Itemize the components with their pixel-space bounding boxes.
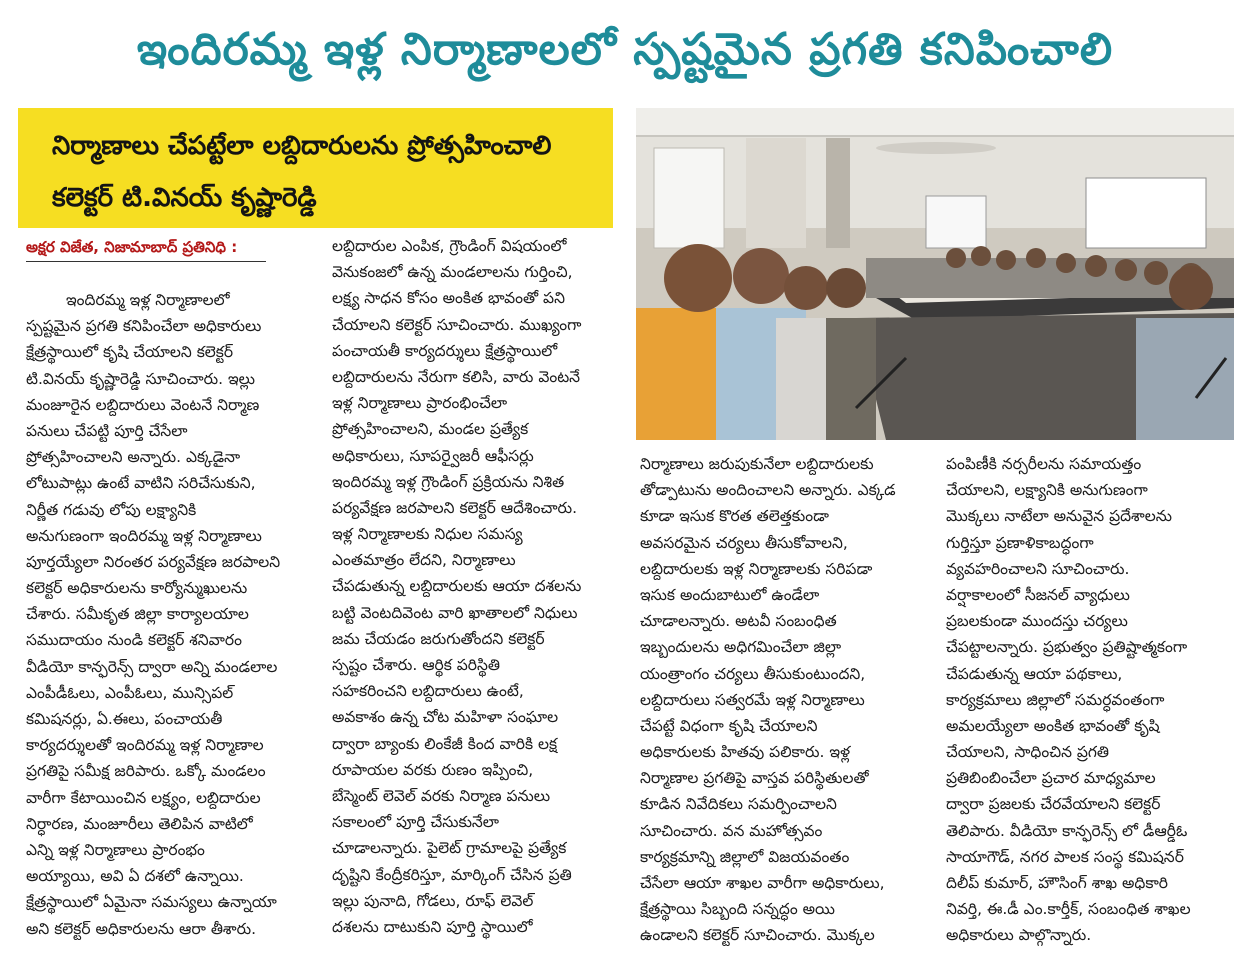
article-line: కార్యక్రమాన్ని జిల్లాలో విజయవంతం [640, 847, 850, 866]
article-line: ఇళ్ల నిర్మాణాలు ప్రారంభించేలా [332, 394, 508, 413]
article-line: చేపడుతున్న లబ్దిదారులకు ఆయా దశలను [332, 577, 582, 596]
article-line: ఎంపీడీఓలు, ఎంపీఓలు, మున్సిపల్ [26, 683, 234, 702]
article-line: అనుగుణంగా ఇందిరమ్మ ఇళ్ల నిర్మాణాలు [26, 526, 262, 545]
article-line: ప్రతిబింబించేలా ప్రచార మాధ్యమాల [946, 769, 1156, 788]
article-line: చేపట్టే విధంగా కృషి చేయాలని [640, 716, 818, 735]
article-column-2 [332, 233, 617, 940]
article-line: సూచించారు. వన మహోత్సవం [640, 821, 823, 840]
subheadline-box [18, 108, 613, 228]
article-line: పంచాయతీ కార్యదర్శులు క్షేత్రస్థాయిలో [332, 341, 558, 360]
article-line: ఎన్ని ఇళ్ల నిర్మాణాలు ప్రారంభం [26, 840, 205, 859]
article-line: వెనుకంజలో ఉన్న మండలాలను గుర్తించి, [332, 263, 573, 282]
article-line: ప్రబలకుండా ముందస్తు చర్యలు [946, 612, 1128, 631]
article-line: నివర్తి, ఈ.డీ ఎం.కార్తీక్, సంబంధిత శాఖల [946, 900, 1191, 919]
article-line: నిర్ధారణ, మంజూరీలు తెలిపిన వాటిలో [26, 814, 253, 833]
article-line: కమిషనర్లు, ఏ.ఈలు, పంచాయతీ [26, 710, 223, 728]
article-line: వారీగా కేటాయించిన లక్ష్యం, లబ్దిదారుల [26, 788, 261, 807]
article-line: పంపిణీకి నర్సరీలను సమాయత్తం [946, 455, 1142, 473]
article-line: చేయాలని, లక్ష్యానికి అనుగుణంగా [946, 481, 1148, 500]
article-line: లబ్దిదారుల ఎంపిక, గ్రౌండింగ్ విషయంలో [332, 237, 567, 255]
article-line: ఉండాలని కలెక్టర్ సూచించారు. మొక్కల [640, 926, 875, 945]
article-line: అధికారులు పాల్గొన్నారు. [946, 926, 1092, 945]
article-line: కార్యదర్శులతో ఇందిరమ్మ ఇళ్ల నిర్మాణాల [26, 736, 264, 755]
article-line: పర్యవేక్షణ జరపాలని కలెక్టర్ ఆదేశించారు. [332, 498, 578, 517]
article-line: సకాలంలో పూర్తి చేసుకునేలా [332, 813, 500, 832]
article-column-3 [640, 451, 918, 949]
article-line: దిలీప్ కుమార్, హౌసింగ్ శాఖ అధికారి [946, 874, 1168, 892]
article-line: దృష్టిని కేంద్రీకరిస్తూ, మార్కింగ్ చేసిన ప్రతి [332, 865, 572, 884]
article-line: ప్రోత్సహించాలని, మండల ప్రత్యేక [332, 420, 529, 439]
article-line: యంత్రాంగం చర్యలు తీసుకుంటుందని, [640, 664, 866, 683]
article-line: అవసరమైన చర్యలు తీసుకోవాలని, [640, 533, 848, 552]
article-line: రూపాయల వరకు రుణం ఇప్పించి, [332, 760, 534, 779]
article-line: మంజూరైన లబ్దిదారులు వెంటనే నిర్మాణ [26, 395, 260, 414]
article-line: తోడ్పాటును అందించాలని అన్నారు. ఎక్కడ [640, 481, 896, 500]
article-line: బేస్మెంట్ లెవెల్ వరకు నిర్మాణ పనులు [332, 786, 551, 805]
article-line: కూడిన నివేదికలు సమర్పించాలని [640, 795, 837, 814]
article-line: నిర్మాణాలు జరుపుకునేలా లబ్దిదారులకు [640, 455, 874, 473]
article-line: చూడాలన్నారు. పైలెట్ గ్రామాలపై ప్రత్యేక [332, 839, 567, 858]
article-line: అధికారులు, సూపర్వైజరీ ఆఫీసర్లు [332, 446, 534, 465]
article-line: బట్టి వెంటదివెంట వారి ఖాతాలలో నిధులు [332, 603, 578, 622]
subheadline-line-2: కలెక్టర్ టి.వినయ్ కృష్ణారెడ్డి [52, 183, 317, 213]
meeting-photo [636, 108, 1234, 440]
article-line: మొక్కలు నాటేలా అనువైన ప్రదేశాలను [946, 507, 1172, 526]
article-line: అయ్యాయి, అవి ఏ దశలో ఉన్నాయి. [26, 867, 244, 886]
article-line: చేసేలా ఆయా శాఖల వారీగా అధికారులు, [640, 874, 885, 892]
article-line: ప్రోత్సహించాలని అన్నారు. ఎక్కడైనా [26, 448, 241, 467]
article-line: అధికారులకు హితవు పలికారు. ఇళ్ల [640, 743, 851, 762]
article-line: చేపట్టాలన్నారు. ప్రభుత్వం ప్రతిష్టాత్మకంగా [946, 638, 1188, 657]
article-line: లబ్దిదారులకు ఇళ్ల నిర్మాణాలకు సరిపడా [640, 559, 873, 578]
article-line: నిర్ణీత గడువు లోపు లక్ష్యానికి [26, 500, 197, 519]
article-line: వీడియో కాన్ఫరెన్స్ ద్వారా అన్ని మండలాల [26, 657, 278, 676]
article-line: అని కలెక్టర్ అధికారులను ఆరా తీశారు. [26, 919, 257, 938]
article-line: ఎంతమాత్రం లేదని, నిర్మాణాలు [332, 551, 516, 570]
article-line: ద్వారా బ్యాంకు లింకేజీ కింద వారికి లక్ష [332, 734, 558, 753]
article-line: ద్వారా ప్రజలకు చేరవేయాలని కలెక్టర్ [946, 795, 1161, 814]
article-line: సాయాగౌడ్, నగర పాలక సంస్థ కమిషనర్ [946, 847, 1184, 866]
article-line: లబ్దిదారులు సత్వరమే ఇళ్ల నిర్మాణాలు [640, 690, 865, 709]
article-line: స్పష్టం చేశారు. ఆర్థిక పరిస్థితి [332, 656, 500, 674]
article-line: కలెక్టర్ అధికారులను కార్యోన్ముఖులను [26, 579, 248, 598]
article-line: జమ చేయడం జరుగుతోందని కలెక్టర్ [332, 629, 545, 648]
article-line: గుర్తిస్తూ ప్రణాళికాబద్ధంగా [946, 533, 1094, 552]
article-line: అవకాశం ఉన్న చోట మహిళా సంఘాల [332, 708, 559, 727]
article-line: నిర్మాణాల ప్రగతిపై వాస్తవ పరిస్థితులతో [640, 769, 869, 788]
article-line: ప్రగతిపై సమీక్ష జరిపారు. ఒక్కో మండలం [26, 762, 266, 781]
article-line: ఇసుక అందుబాటులో ఉండేలా [640, 585, 820, 604]
headline: ఇందిరమ్మ ఇళ్ల నిర్మాణాలలో స్పష్టమైన ప్రగతి కనిపించాలి [136, 24, 1114, 75]
article-line: వర్షాకాలంలో సీజనల్ వ్యాధులు [946, 585, 1130, 604]
article-line: లక్ష్య సాధన కోసం అంకిత భావంతో పని [332, 289, 565, 308]
article-line: చేయాలని కలెక్టర్ సూచించారు. ముఖ్యంగా [332, 315, 582, 334]
article-line: దశలను దాటుకుని పూర్తి స్థాయిలో [332, 917, 533, 936]
article-line: స్పష్టమైన ప్రగతి కనిపించేలా అధికారులు [26, 317, 262, 336]
article-line: ఇళ్ల నిర్మాణాలకు నిధుల సమస్య [332, 525, 523, 544]
article-line: లబ్దిదారులను నేరుగా కలిసి, వారు వెంటనే [332, 367, 581, 386]
article-line: చేపడుతున్న ఆయా పథకాలు, [946, 664, 1123, 683]
article-line: కార్యక్రమాలు జిల్లాలో సమర్ధవంతంగా [946, 690, 1165, 709]
article-line: అమలయ్యేలా అంకిత భావంతో కృషి [946, 716, 1160, 735]
article-line: ఇల్లు పునాది, గోడలు, రూఫ్ లెవెల్ [332, 891, 534, 910]
article-column-4 [946, 451, 1234, 949]
meeting-photo-illustration [636, 108, 1234, 440]
article-line: సముదాయం నుండి కలెక్టర్ శనివారం [26, 631, 242, 650]
byline: అక్షర విజేత, నిజామాబాద్ ప్రతినిధి : [26, 238, 238, 256]
subheadline-line-1: నిర్మాణాలు చేపట్టేలా లబ్దిదారులను ప్రోత్సహించాలి [52, 131, 552, 161]
article-line: సహకరించని లబ్దిదారులు ఉంటే, [332, 682, 524, 701]
article-line: కూడా ఇసుక కొరత తలెత్తకుండా [640, 507, 829, 526]
article-line: టి.వినయ్ కృష్ణారెడ్డి సూచించారు. ఇల్లు [26, 369, 256, 388]
article-line: పనులు చేపట్టి పూర్తి చేసేలా [26, 421, 188, 440]
article-line: చేయాలని, సాధించిన ప్రగతి [946, 743, 1110, 762]
article-line: క్షేత్రస్థాయిలో కృషి చేయాలని కలెక్టర్ [26, 343, 234, 362]
article-line: చూడాలన్నారు. అటవీ సంబంధిత [640, 612, 837, 631]
article-line: క్షేత్రస్థాయిలో ఏమైనా సమస్యలు ఉన్నాయా [26, 893, 277, 912]
article-column-1 [26, 287, 308, 942]
article-line: తెలిపారు. వీడియో కాన్ఫరెన్స్ లో డీఆర్డీఓ [946, 821, 1188, 840]
article-line: చేశారు. సమీకృత జిల్లా కార్యాలయాల [26, 605, 249, 624]
article-line: ఇందిరమ్మ ఇళ్ల గ్రౌండింగ్ ప్రక్రియను నిశిత [332, 472, 565, 491]
article-line: పూర్తయ్యేలా నిరంతర పర్యవేక్షణ జరపాలని [26, 552, 281, 571]
byline-underline [26, 261, 266, 262]
article-line: క్షేత్రస్థాయి సిబ్బంది సన్నద్ధం అయి [640, 900, 835, 919]
article-line: లోటుపాట్లు ఉంటే వాటిని సరిచేసుకుని, [26, 474, 256, 493]
article-line: వ్యవహరించాలని సూచించారు. [946, 559, 1130, 578]
article-line: ఇందిరమ్మ ఇళ్ల నిర్మాణాలలో [66, 291, 230, 309]
article-line: ఇబ్బందులను అధిగమించేలా జిల్లా [640, 638, 842, 657]
